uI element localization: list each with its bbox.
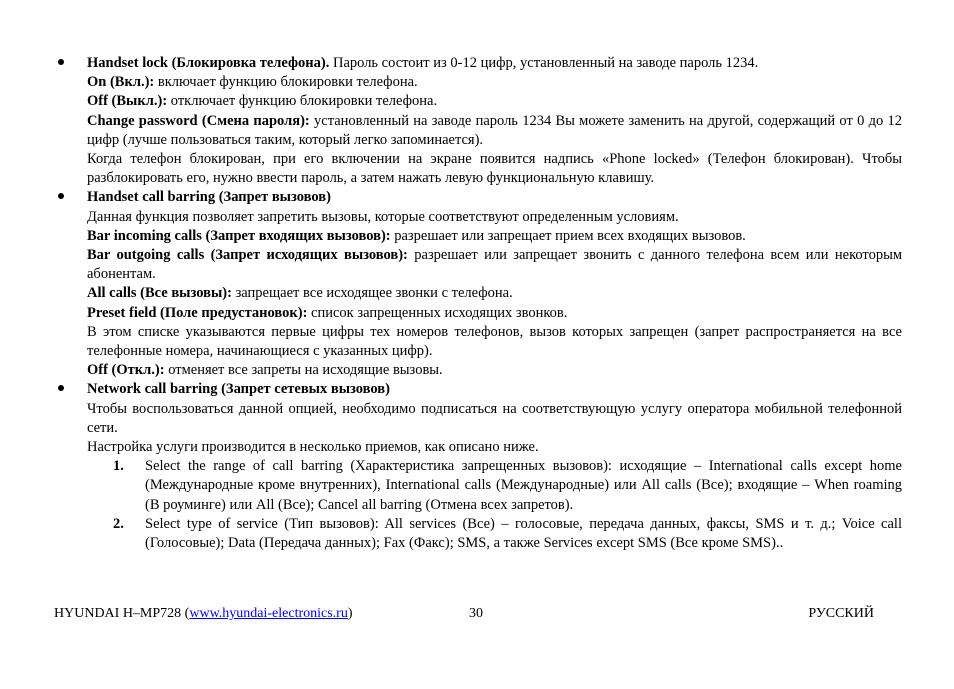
steps-list <box>87 457 902 553</box>
list-item <box>87 515 902 553</box>
footer-website-link[interactable]: www.hyundai-electronics.ru <box>189 606 348 621</box>
step-number: 2. <box>113 515 124 532</box>
paragraph <box>87 438 902 457</box>
paragraph <box>87 304 902 323</box>
body-text: Чтобы воспользоваться данной опцией, необходимо подписаться на соответствующую услугу оператора мобильной телефонной сети. <box>87 400 902 436</box>
section-handset-call-barring <box>56 188 902 380</box>
definition: список запрещенных исходящих звонков. <box>307 304 568 321</box>
paragraph <box>87 92 902 111</box>
term: Change password (Смена пароля): <box>87 112 310 129</box>
bullet-icon <box>56 380 87 399</box>
step-text: Select the range of call barring (Характеристика запрещенных вызовов): исходящие – International calls except home (Международные кроме внутренних), International calls (Международные) или All calls (Все); входящие – When roaming (В роуминге) или All (Все); Cancel all barring (Отмена всех запретов). <box>145 458 902 513</box>
paragraph <box>87 400 902 438</box>
step-number: 1. <box>113 458 124 475</box>
body-text: В этом списке указываются первые цифры тех номеров телефонов, вызов которых запрещен (запрет распространяется на все телефонные номера, начинающиеся с указанных цифр). <box>87 323 902 360</box>
section-handset-lock <box>56 54 902 188</box>
footer-model-text: HYUNDAI H–MP728 ( <box>54 606 190 621</box>
body-text: Когда телефон блокирован, при его включении на экране появится надпись «Phone locked» (Телефон блокирован). Чтобы разблокировать его, нужно ввести пароль, а затем нажать левую функциональную клавишу. <box>87 151 902 187</box>
definition: разрешает или запрещает прием всех входящих вызовов. <box>390 227 746 244</box>
footer-model <box>54 604 353 623</box>
term: Bar outgoing calls (Запрет исходящих вызовов): <box>87 247 408 264</box>
paragraph <box>87 361 902 380</box>
section-heading-line <box>87 54 902 73</box>
term: Off (Выкл.): <box>87 93 168 110</box>
term: All calls (Все вызовы): <box>87 285 232 302</box>
body-text: Настройка услуги производится в несколько приемов, как описано ниже. <box>87 439 539 456</box>
term: Off (Откл.): <box>87 362 165 379</box>
body-text: Данная функция позволяет запретить вызовы, которые соответствуют определенным условиям. <box>87 208 679 225</box>
definition: включает функцию блокировки телефона. <box>154 74 418 91</box>
step-text: Select type of service (Тип вызовов): All services (Все) – голосовые, передача данных, факсы, SMS и т. д.; Voice call (Голосовые); Data (Передача данных); Fax (Факс); SMS, а также Services except SMS (Все кроме SMS).. <box>145 515 902 552</box>
paragraph <box>87 112 902 150</box>
paragraph <box>87 246 902 284</box>
paragraph <box>87 208 902 227</box>
section-network-call-barring <box>56 380 902 553</box>
paragraph <box>87 150 902 188</box>
footer-model-end: ) <box>347 606 353 621</box>
section-heading-line <box>87 380 902 399</box>
section-heading: Handset lock (Блокировка телефона). <box>87 55 330 71</box>
page-number: 30 <box>469 606 483 621</box>
paragraph <box>87 323 902 361</box>
definition: отключает функцию блокировки телефона. <box>167 93 438 110</box>
bullet-icon <box>56 188 87 207</box>
section-heading-rest: Пароль состоит из 0-12 цифр, установленный на заводе пароль 1234. <box>329 55 759 71</box>
definition: разрешает или запрещает звонить с данного телефона всем или некоторым абонентам. <box>87 247 902 283</box>
section-heading: Handset call barring (Запрет вызовов) <box>87 189 331 206</box>
definition: установленный на заводе пароль 1234 Вы можете заменить на другой, содержащий от 0 до 12 цифр (лучше пользоваться таким, который легко запоминается). <box>87 112 902 148</box>
definition: запрещает все исходящее звонки с телефона. <box>231 285 513 302</box>
section-heading-line <box>87 188 902 207</box>
term: On (Вкл.): <box>87 74 155 91</box>
list-item <box>87 457 902 515</box>
definition: отменяет все запреты на исходящие вызовы. <box>164 362 443 379</box>
paragraph <box>87 227 902 246</box>
term: Preset field (Поле предустановок): <box>87 304 308 321</box>
paragraph <box>87 73 902 92</box>
paragraph <box>87 284 902 303</box>
document-body <box>56 54 902 553</box>
bullet-icon <box>56 54 87 73</box>
section-heading: Network call barring (Запрет сетевых вызовов) <box>87 381 390 398</box>
footer-language: РУССКИЙ <box>808 606 874 621</box>
term: Bar incoming calls (Запрет входящих вызовов): <box>87 227 391 244</box>
